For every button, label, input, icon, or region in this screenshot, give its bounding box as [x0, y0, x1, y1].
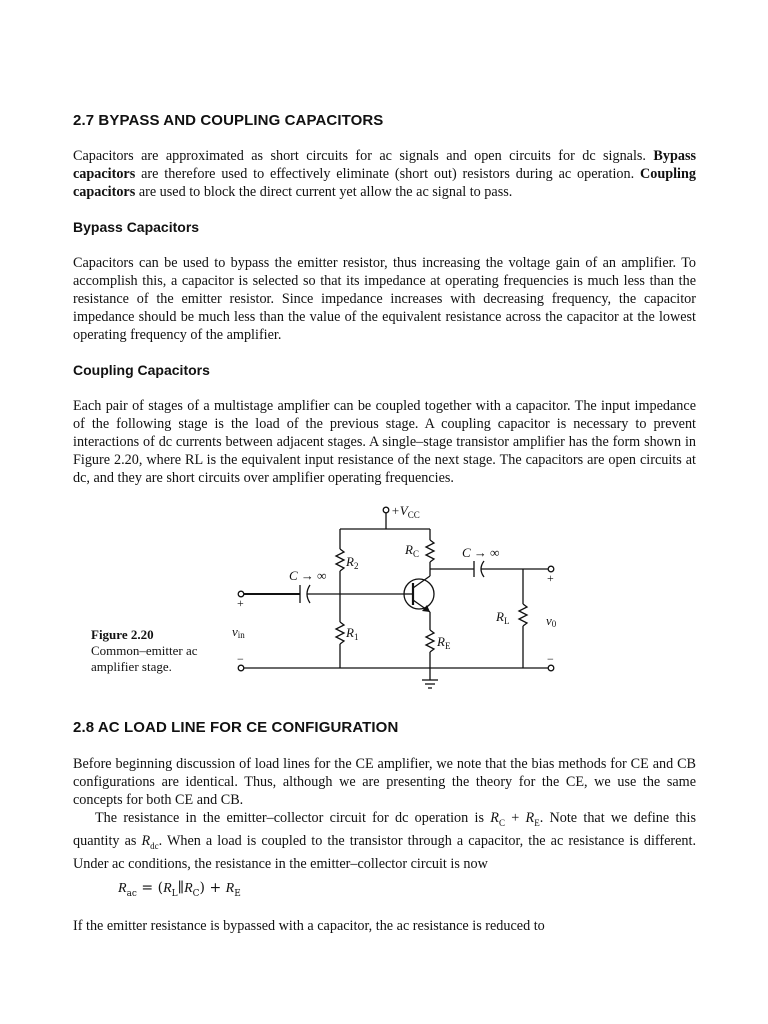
vo-minus-terminal [548, 665, 554, 671]
section-heading-2-7: 2.7 BYPASS AND COUPLING CAPACITORS [73, 112, 384, 129]
eq-plus: ) + [199, 880, 226, 896]
r2-resistor [336, 549, 344, 571]
svg-text:RL [495, 609, 509, 626]
section-heading-2-8: 2.8 AC LOAD LINE FOR CE CONFIGURATION [73, 719, 399, 736]
svg-text:RE [436, 634, 451, 651]
eq-parallel: ∥ [177, 880, 185, 896]
svg-text:+VCC [391, 503, 420, 520]
vin-plus-sign: + [237, 596, 244, 610]
svg-text:R2 [345, 554, 358, 571]
re-label: R [437, 634, 445, 649]
figure-caption-line2: amplifier stage. [91, 659, 172, 674]
vo-plus-sign: + [547, 571, 554, 585]
rac-equation [118, 880, 241, 899]
rl-label: R [496, 609, 504, 624]
p2-text-4: . When a load is coupled to the transistor through a capacitor, the ac resistance is different. Under ac conditions, the resistance in the emitter–collector circuit is now [73, 832, 696, 872]
input-capacitor-label: C → ∞ [289, 568, 327, 583]
re-resistor [426, 630, 434, 652]
eq-equals: = ( [136, 880, 164, 896]
re-label-sub: E [444, 641, 451, 651]
intro-text-3: are used to block the direct current yet allow the ac signal to pass. [135, 184, 513, 200]
svg-text:vin [232, 624, 245, 640]
eq-rc: R [184, 881, 193, 896]
rc-label: R [405, 542, 413, 557]
intro-text-1: Capacitors are approximated as short circuits for ac signals and open circuits for dc signals. [73, 148, 654, 164]
r1-label-sub: 1 [353, 632, 359, 642]
p2-math-rdc: R [141, 832, 151, 849]
load-line-paragraph-1: Before beginning discussion of load lines for the CE amplifier, we note that the bias methods for CE and CB configurations are identical. Thus, although we are presenting the theory for the CE, we use the same concepts for both CE and CB. [73, 756, 696, 808]
vo-label-sub: 0 [551, 619, 557, 629]
svg-text:R1 [345, 625, 358, 642]
circuit-diagram [220, 495, 580, 695]
p2-math-rc: R [490, 810, 499, 826]
r2-label-sub: 2 [353, 561, 359, 571]
vin-label: v [232, 624, 238, 639]
bypass-heading: Bypass Capacitors [73, 219, 200, 235]
rl-label-sub: L [503, 616, 510, 626]
coupling-term: Coupling capacitors [73, 166, 696, 200]
vin-label-sub: in [237, 630, 245, 640]
p2-text-2: + [504, 810, 526, 826]
figure-caption-line1: Common–emitter ac [91, 643, 198, 658]
vin-minus-sign: − [237, 652, 244, 666]
rl-resistor [519, 604, 527, 626]
intro-text-2: are therefore used to effectively eliminate (short out) resistors during ac operation. [135, 166, 640, 182]
vo-minus-sign: − [547, 652, 554, 666]
intro-paragraph [73, 147, 696, 201]
p2-math-re-sub: E [534, 817, 540, 828]
r1-resistor [336, 622, 344, 644]
bypass-term: Bypass capacitors [73, 148, 696, 182]
p2-math-rc-sub: C [498, 817, 505, 828]
eq-re-sub: E [234, 888, 241, 899]
vcc-label-sub: CC [407, 510, 420, 520]
eq-rac-sub: ac [126, 888, 137, 899]
p2-math-re: R [525, 810, 535, 826]
vcc-terminal [383, 507, 389, 513]
vcc-label: +V [391, 503, 408, 518]
rc-label-sub: C [412, 549, 419, 559]
load-line-paragraph-2 [73, 809, 696, 873]
coupling-paragraph: Each pair of stages of a multistage amplifier can be coupled together with a capacitor. The input impedance of the following stage is the load of the previous stage. A coupling capacitor is necessary to prevent interactions of dc currents between adjacent stages. A single–stage transistor amplifier has the form shown in Figure 2.20, where RL is the equivalent input resistance of the next stage. The capacitors are open circuits at dc, and they are short circuits over amplifier operating frequencies. [73, 398, 696, 486]
bypass-paragraph: Capacitors can be used to bypass the emitter resistor, thus increasing the voltage gain of an amplifier. To accomplish this, a capacitor is selected so that its impedance at operating frequencies is much less than the resistance of the emitter resistor. Since impedance increases with decreasing frequency, the capacitor impedance should be much less than the value of the equivalent resistance across the capacitor at the lowest operating frequency of the amplifier. [73, 255, 696, 343]
figure-caption [91, 627, 198, 675]
coupling-heading: Coupling Capacitors [73, 362, 210, 378]
output-capacitor-label: C → ∞ [462, 545, 500, 560]
r1-label: R [346, 625, 354, 640]
eq-rc-sub: C [192, 888, 200, 899]
eq-rl-sub: L [171, 888, 178, 899]
eq-rac: R [118, 881, 127, 896]
p2-math-rdc-sub: dc [150, 840, 159, 851]
p2-text-3: . Note that we define this quantity as [73, 810, 696, 849]
figure-caption-title: Figure 2.20 [91, 627, 154, 642]
load-line-paragraph-3: If the emitter resistance is bypassed with a capacitor, the ac resistance is reduced to [73, 918, 545, 934]
svg-text:RC [404, 542, 419, 559]
eq-rl: R [163, 881, 172, 896]
svg-text:v0 [546, 613, 557, 629]
vo-label: v [546, 613, 552, 628]
p2-text-1: The resistance in the emitter–collector circuit for dc operation is [95, 810, 491, 826]
vin-minus-terminal [238, 665, 244, 671]
rc-resistor [426, 540, 434, 562]
eq-re: R [225, 881, 235, 896]
r2-label: R [346, 554, 354, 569]
